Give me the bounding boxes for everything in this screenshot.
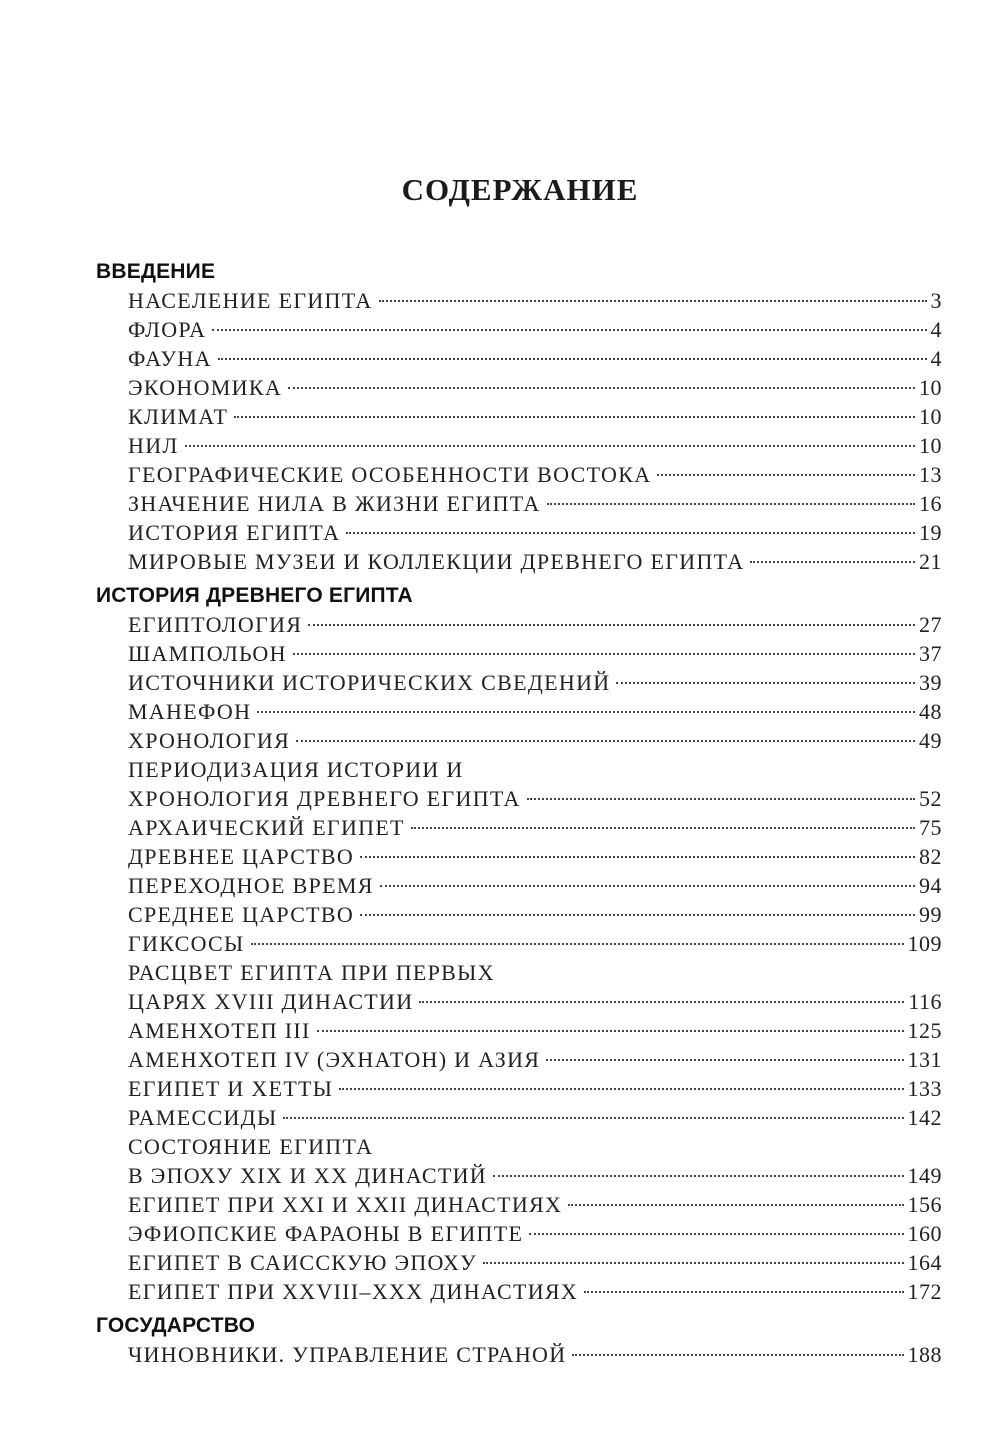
dot-leader bbox=[411, 827, 915, 829]
toc-entry[interactable] bbox=[128, 929, 942, 958]
toc-entry-label: ГЕОГРАФИЧЕСКИЕ ОСОБЕННОСТИ ВОСТОКА bbox=[128, 462, 652, 487]
toc-entry-label: ИСТОРИЯ ЕГИПТА bbox=[128, 520, 341, 545]
toc-entry-page-number: 99 bbox=[919, 902, 942, 927]
toc-entry-page-number: 75 bbox=[919, 815, 942, 840]
toc-entry-page-number: 52 bbox=[919, 786, 942, 811]
toc-entry-page-number: 164 bbox=[907, 1250, 942, 1275]
toc-entry-page-number: 125 bbox=[907, 1018, 942, 1043]
section-heading: ИСТОРИЯ ДРЕВНЕГО ЕГИПТА bbox=[96, 584, 413, 607]
dot-leader bbox=[529, 1233, 903, 1235]
toc-entry-label-line1: РАСЦВЕТ ЕГИПТА ПРИ ПЕРВЫХ bbox=[128, 960, 495, 985]
toc-entry-label: АМЕНХОТЕП III bbox=[128, 1018, 311, 1043]
toc-entry-page-number: 13 bbox=[919, 462, 942, 487]
toc-entry-label: ЕГИПТОЛОГИЯ bbox=[128, 612, 303, 637]
toc-entry-label: КЛИМАТ bbox=[128, 404, 229, 429]
toc-entry-label: ХРОНОЛОГИЯ bbox=[128, 728, 291, 753]
toc-entry-label: ГИКСОСЫ bbox=[128, 931, 245, 956]
toc-entry-label-line1: СОСТОЯНИЕ ЕГИПТА bbox=[128, 1134, 374, 1159]
toc-entry[interactable] bbox=[128, 668, 942, 697]
toc-entry[interactable] bbox=[128, 518, 942, 547]
toc-entry-label: ДРЕВНЕЕ ЦАРСТВО bbox=[128, 844, 355, 869]
toc-entry-label: ИСТОЧНИКИ ИСТОРИЧЕСКИХ СВЕДЕНИЙ bbox=[128, 670, 611, 695]
section-heading: ГОСУДАРСТВО bbox=[96, 1314, 256, 1337]
toc-entry-label: ЭФИОПСКИЕ ФАРАОНЫ В ЕГИПТЕ bbox=[128, 1221, 524, 1246]
toc-entry-page-number: 172 bbox=[907, 1279, 942, 1304]
dot-leader bbox=[527, 798, 915, 800]
toc-entry[interactable] bbox=[128, 315, 942, 344]
toc-entry[interactable] bbox=[128, 1277, 942, 1306]
toc-entry-label: НАСЕЛЕНИЕ ЕГИПТА bbox=[128, 288, 373, 313]
toc-entry-page-number: 27 bbox=[919, 612, 942, 637]
dot-leader bbox=[283, 1117, 903, 1119]
toc-entry[interactable] bbox=[128, 547, 942, 576]
toc-entry-label: ЕГИПЕТ И ХЕТТЫ bbox=[128, 1076, 334, 1101]
toc-entry-page-number: 49 bbox=[919, 728, 942, 753]
toc-entry-page-number: 82 bbox=[919, 844, 942, 869]
dot-leader bbox=[296, 740, 915, 742]
table-of-contents bbox=[96, 258, 942, 1369]
dot-leader bbox=[185, 445, 915, 447]
toc-entry-label: ЕГИПЕТ ПРИ XXI И XXII ДИНАСТИЯХ bbox=[128, 1192, 563, 1217]
toc-entry-page-number: 48 bbox=[919, 699, 942, 724]
toc-entry-label: НИЛ bbox=[128, 433, 179, 458]
toc-entry-page-number: 16 bbox=[919, 491, 942, 516]
toc-entry-label: ПЕРЕХОДНОЕ ВРЕМЯ bbox=[128, 873, 374, 898]
toc-entry-page-number: 156 bbox=[907, 1192, 942, 1217]
toc-entry-page-number: 10 bbox=[919, 404, 942, 429]
toc-entry[interactable] bbox=[128, 460, 942, 489]
toc-entry-label: СРЕДНЕЕ ЦАРСТВО bbox=[128, 902, 355, 927]
toc-entry[interactable] bbox=[128, 1045, 942, 1074]
toc-entry[interactable] bbox=[128, 958, 942, 1016]
dot-leader bbox=[257, 711, 915, 713]
dot-leader bbox=[584, 1291, 903, 1293]
toc-entry-page-number: 116 bbox=[908, 989, 942, 1014]
toc-entry-label: РАМЕССИДЫ bbox=[128, 1105, 278, 1130]
toc-section bbox=[96, 258, 942, 576]
toc-entry-page-number: 160 bbox=[907, 1221, 942, 1246]
dot-leader bbox=[308, 624, 915, 626]
dot-leader bbox=[379, 300, 927, 302]
toc-entry-page-number: 3 bbox=[930, 288, 942, 313]
dot-leader bbox=[568, 1204, 903, 1206]
toc-entry[interactable] bbox=[128, 1190, 942, 1219]
dot-leader bbox=[234, 416, 915, 418]
toc-entry-label: В ЭПОХУ XIX И XX ДИНАСТИЙ bbox=[128, 1163, 487, 1188]
toc-entry[interactable] bbox=[128, 1074, 942, 1103]
toc-entry[interactable] bbox=[128, 373, 942, 402]
toc-entry[interactable] bbox=[128, 1248, 942, 1277]
toc-entry-page-number: 133 bbox=[907, 1076, 942, 1101]
toc-entry-label: ЭКОНОМИКА bbox=[128, 375, 283, 400]
page-title: СОДЕРЖАНИЕ bbox=[401, 172, 639, 207]
toc-entry-page-number: 94 bbox=[919, 873, 942, 898]
toc-entry[interactable] bbox=[128, 431, 942, 460]
section-heading: ВВЕДЕНИЕ bbox=[96, 260, 216, 283]
toc-entry-label: ХРОНОЛОГИЯ ДРЕВНЕГО ЕГИПТА bbox=[128, 786, 521, 811]
toc-entry[interactable] bbox=[128, 871, 942, 900]
dot-leader bbox=[380, 885, 915, 887]
dot-leader bbox=[657, 474, 915, 476]
dot-leader bbox=[360, 856, 915, 858]
toc-entry-label: ЕГИПЕТ В САИССКУЮ ЭПОХУ bbox=[128, 1250, 478, 1275]
dot-leader bbox=[483, 1262, 903, 1264]
toc-entry-page-number: 4 bbox=[930, 317, 942, 342]
toc-entry-label: ЦАРЯХ XVIII ДИНАСТИИ bbox=[128, 989, 414, 1014]
toc-section bbox=[96, 582, 942, 1306]
toc-entry-label: ЗНАЧЕНИЕ НИЛА В ЖИЗНИ ЕГИПТА bbox=[128, 491, 541, 516]
toc-entry-page-number: 10 bbox=[919, 433, 942, 458]
dot-leader bbox=[317, 1030, 904, 1032]
toc-entry-label: АМЕНХОТЕП IV (ЭХНАТОН) И АЗИЯ bbox=[128, 1047, 541, 1072]
toc-entry[interactable] bbox=[128, 610, 942, 639]
toc-entry[interactable] bbox=[128, 402, 942, 431]
dot-leader bbox=[493, 1175, 904, 1177]
dot-leader bbox=[218, 358, 927, 360]
toc-entry[interactable] bbox=[128, 1132, 942, 1190]
toc-section bbox=[96, 1312, 942, 1369]
toc-entry[interactable] bbox=[128, 842, 942, 871]
dot-leader bbox=[212, 329, 926, 331]
toc-entry-label: ЕГИПЕТ ПРИ XXVIII–XXX ДИНАСТИЯХ bbox=[128, 1279, 579, 1304]
dot-leader bbox=[288, 387, 915, 389]
dot-leader bbox=[339, 1088, 903, 1090]
toc-entry[interactable] bbox=[128, 755, 942, 813]
dot-leader bbox=[750, 561, 915, 563]
toc-entry[interactable] bbox=[128, 1340, 942, 1369]
toc-entry-label: МИРОВЫЕ МУЗЕИ И КОЛЛЕКЦИИ ДРЕВНЕГО ЕГИПТА bbox=[128, 549, 745, 574]
dot-leader bbox=[547, 503, 915, 505]
toc-entry-page-number: 19 bbox=[919, 520, 942, 545]
toc-entry-page-number: 4 bbox=[930, 346, 942, 371]
toc-entry[interactable] bbox=[128, 726, 942, 755]
dot-leader bbox=[616, 682, 915, 684]
toc-entry-page-number: 131 bbox=[907, 1047, 942, 1072]
toc-entry[interactable] bbox=[128, 900, 942, 929]
toc-entry[interactable] bbox=[128, 813, 942, 842]
toc-entry-page-number: 109 bbox=[907, 931, 942, 956]
dot-leader bbox=[360, 914, 915, 916]
toc-entry-page-number: 188 bbox=[907, 1342, 942, 1367]
toc-entry[interactable] bbox=[128, 1016, 942, 1045]
toc-entry[interactable] bbox=[128, 286, 942, 315]
dot-leader bbox=[293, 653, 915, 655]
toc-entry-label-line1: ПЕРИОДИЗАЦИЯ ИСТОРИИ И bbox=[128, 757, 464, 782]
toc-entry[interactable] bbox=[128, 697, 942, 726]
toc-entry[interactable] bbox=[128, 489, 942, 518]
toc-entry-page-number: 21 bbox=[919, 549, 942, 574]
toc-entry-page-number: 142 bbox=[907, 1105, 942, 1130]
toc-entry-label: АРХАИЧЕСКИЙ ЕГИПЕТ bbox=[128, 815, 405, 840]
toc-entry-label: ФАУНА bbox=[128, 346, 212, 371]
dot-leader bbox=[572, 1354, 903, 1356]
dot-leader bbox=[346, 532, 915, 534]
dot-leader bbox=[251, 943, 904, 945]
dot-leader bbox=[546, 1059, 903, 1061]
toc-entry[interactable] bbox=[128, 639, 942, 668]
toc-entry-label: ФЛОРА bbox=[128, 317, 207, 342]
toc-entry-label: ЧИНОВНИКИ. УПРАВЛЕНИЕ СТРАНОЙ bbox=[128, 1342, 567, 1367]
toc-entry-page-number: 37 bbox=[919, 641, 942, 666]
toc-entry-label: МАНЕФОН bbox=[128, 699, 252, 724]
toc-entry-page-number: 10 bbox=[919, 375, 942, 400]
toc-entry[interactable] bbox=[128, 344, 942, 373]
toc-entry-label: ШАМПОЛЬОН bbox=[128, 641, 287, 666]
toc-entry[interactable] bbox=[128, 1103, 942, 1132]
toc-entry-page-number: 149 bbox=[907, 1163, 942, 1188]
dot-leader bbox=[419, 1001, 904, 1003]
toc-entry-page-number: 39 bbox=[919, 670, 942, 695]
toc-entry[interactable] bbox=[128, 1219, 942, 1248]
